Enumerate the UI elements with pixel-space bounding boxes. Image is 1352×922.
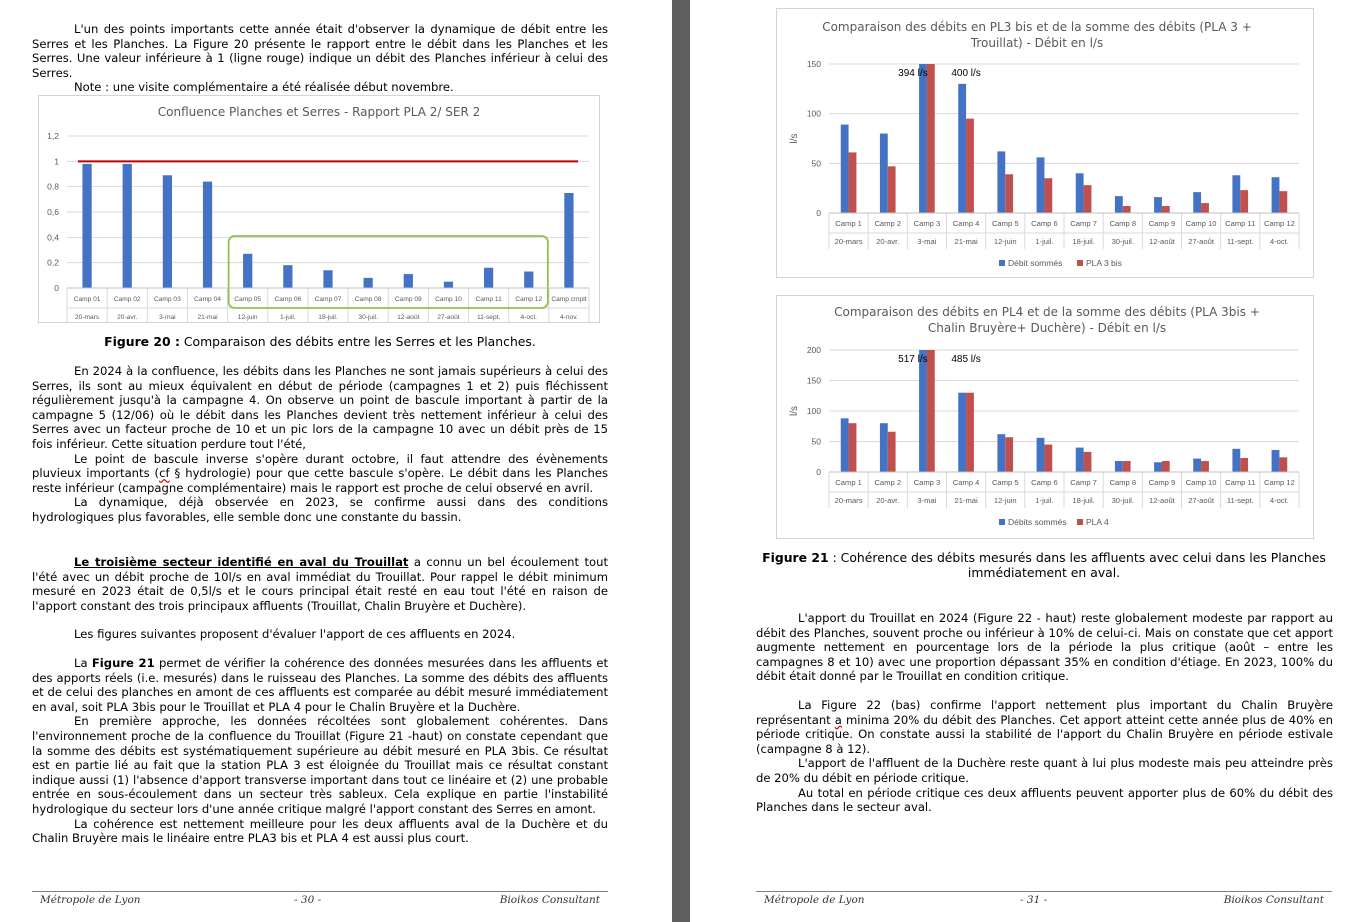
x-date-label: 18-juil. bbox=[1072, 237, 1095, 246]
x-tick-label: Camp 5 bbox=[991, 478, 1019, 487]
y-tick-label: 0 bbox=[816, 208, 821, 218]
chart-title: Comparaison des débits en PL3 bis et de la somme des débits (PLA 3 + Trouillat) - Débit en l/s bbox=[822, 20, 1252, 50]
bar-pla-4 bbox=[1044, 445, 1052, 472]
x-date-label: 1-juil. bbox=[1035, 496, 1054, 505]
y-tick-label: 150 bbox=[806, 59, 821, 69]
x-tick-label: Camp 8 bbox=[1109, 219, 1137, 228]
figure-21-caption-text: : Cohérence des débits mesurés dans les affluents avec celui dans les Planches immédiatement en aval. bbox=[828, 550, 1326, 580]
bar-débit-sommés bbox=[1037, 157, 1045, 213]
x-tick-label: Camp 3 bbox=[913, 219, 941, 228]
bar-débits-sommés bbox=[997, 434, 1005, 472]
chart-title: Comparaison des débits en PL4 et de la somme des débits (PLA 3bis + Chalin Bruyère+ Duchère) - Débit en l/s bbox=[834, 305, 1260, 335]
y-tick-label: 100 bbox=[806, 108, 821, 119]
bar-pla-3-bis bbox=[849, 152, 857, 213]
x-date-label: 12-août bbox=[1149, 237, 1175, 246]
y-axis-title: l/s bbox=[789, 133, 800, 144]
x-tick-label: Camp 02 bbox=[113, 296, 141, 303]
x-tick-label: Camp 1 bbox=[835, 219, 862, 228]
bar-débits-sommés bbox=[1272, 450, 1280, 472]
bar-pla-4 bbox=[1201, 461, 1209, 472]
value-annotation: 485 l/s bbox=[951, 354, 981, 365]
figure-21-label: Figure 21 bbox=[762, 550, 829, 565]
bar-pla-3-bis bbox=[1279, 191, 1287, 213]
page-31 bbox=[690, 0, 1352, 922]
x-tick-label: Camp 1 bbox=[835, 478, 862, 487]
figure-20-caption-text: Comparaison des débits entre les Serres et les Planches. bbox=[179, 334, 536, 349]
y-tick-label: 0,4 bbox=[47, 232, 59, 243]
bar-débit-sommés bbox=[880, 134, 888, 213]
x-date-label: 12-août bbox=[397, 314, 420, 321]
bar-pla-3-bis bbox=[927, 64, 935, 213]
paragraph-fig21-bold: Figure 21 bbox=[91, 656, 155, 670]
bar-débit-sommés bbox=[1193, 192, 1201, 213]
legend-label: PLA 3 bis bbox=[1086, 258, 1122, 268]
paragraph-fig21 bbox=[32, 656, 608, 714]
y-tick-label: 200 bbox=[806, 345, 821, 355]
bar-ratio bbox=[123, 164, 132, 288]
bar-débits-sommés bbox=[1232, 449, 1240, 472]
y-tick-label: 1,2 bbox=[47, 131, 59, 141]
x-date-label: 3-mai bbox=[917, 496, 937, 505]
bar-pla-3-bis bbox=[1044, 178, 1052, 213]
x-tick-label: Camp 11 bbox=[1225, 478, 1256, 487]
x-date-label: 3-mai bbox=[917, 237, 937, 246]
bar-débits-sommés bbox=[919, 350, 927, 472]
x-date-label: 11-sept. bbox=[1226, 496, 1254, 505]
x-tick-label: Camp 01 bbox=[73, 296, 101, 303]
x-tick-label: Camp cmplt bbox=[551, 296, 587, 303]
bar-ratio bbox=[203, 182, 212, 288]
bar-pla-3-bis bbox=[1005, 174, 1013, 213]
x-date-label: 20-mars bbox=[834, 496, 863, 505]
legend-label: PLA 4 bbox=[1086, 517, 1109, 527]
footer-author: Bioikos Consultant bbox=[1223, 894, 1324, 906]
page-30 bbox=[0, 0, 672, 922]
x-date-label: 3-mai bbox=[159, 314, 176, 321]
x-date-label: 20-avr. bbox=[876, 496, 900, 505]
value-annotation: 394 l/s bbox=[898, 68, 928, 79]
bar-pla-3-bis bbox=[1162, 206, 1170, 213]
intro-block bbox=[32, 22, 608, 95]
x-tick-label: Camp 10 bbox=[1185, 478, 1217, 487]
bar-débit-sommés bbox=[841, 125, 849, 213]
x-date-label: 20-mars bbox=[834, 237, 863, 246]
bar-pla-3-bis bbox=[1240, 190, 1248, 213]
x-tick-label: Camp 10 bbox=[1185, 219, 1217, 228]
x-tick-label: Camp 8 bbox=[1109, 478, 1137, 487]
x-tick-label: Camp 3 bbox=[913, 478, 941, 487]
y-tick-label: 1 bbox=[54, 156, 59, 167]
paragraph-fig22 bbox=[756, 698, 1333, 756]
y-tick-label: 0,6 bbox=[47, 207, 59, 217]
figure-21-bottom-plot bbox=[777, 296, 1313, 538]
bar-débit-sommés bbox=[1232, 175, 1240, 213]
analysis-block bbox=[32, 364, 608, 525]
figure-20-chart bbox=[38, 95, 600, 323]
chart-title: Confluence Planches et Serres - Rapport PLA 2/ SER 2 bbox=[157, 105, 481, 119]
x-date-label: 12-juin bbox=[993, 496, 1017, 505]
y-tick-label: 100 bbox=[806, 406, 821, 416]
x-tick-label: Camp 12 bbox=[515, 296, 543, 303]
x-date-label: 20-avr. bbox=[117, 314, 138, 321]
x-tick-label: Camp 9 bbox=[1148, 219, 1176, 228]
bar-ratio bbox=[323, 270, 332, 288]
bar-débit-sommés bbox=[1272, 177, 1280, 213]
bar-pla-4 bbox=[1123, 461, 1131, 472]
bar-pla-4 bbox=[1162, 461, 1170, 472]
x-date-label: 12-juin bbox=[993, 237, 1017, 246]
paragraph-troisieme-rest: a connu un bel écoulement tout l'été avec un débit proche de 10l/s en aval immédiat du Trouillat. Pour rappel le débit minimum mesuré en 2023 était de 0,5l/s et le cours principal était resté en eau tout l'été en raison de l'apport constant des trois principaux affluents (Trouillat, Chalin Bruyère et Duchère). bbox=[32, 555, 609, 613]
footer-right-page bbox=[756, 891, 1332, 908]
x-date-label: 11-sept. bbox=[476, 314, 501, 321]
bar-débit-sommés bbox=[958, 84, 966, 213]
x-date-label: 30-juil. bbox=[358, 314, 378, 321]
paragraph-bascule-b: § hydrologie) pour que cette bascule s'opère. Le débit dans les Planches reste inférieur (campagne complémentaire) mais le rapport est proche de celui observé en avril. bbox=[32, 466, 608, 495]
y-tick-label: 150 bbox=[806, 375, 821, 386]
figure-21-top-chart bbox=[776, 8, 1314, 278]
bar-débits-sommés bbox=[1076, 448, 1084, 472]
x-tick-label: Camp 4 bbox=[952, 478, 980, 487]
x-tick-label: Camp 05 bbox=[234, 296, 262, 303]
x-tick-label: Camp 03 bbox=[154, 296, 181, 303]
footer-left-page bbox=[32, 891, 608, 908]
bar-ratio bbox=[364, 278, 373, 288]
bar-ratio bbox=[283, 265, 292, 288]
x-tick-label: Camp 12 bbox=[1264, 478, 1295, 487]
x-tick-label: Camp 4 bbox=[952, 219, 980, 228]
y-tick-label: 50 bbox=[811, 436, 821, 447]
x-date-label: 27-août bbox=[1188, 496, 1214, 505]
x-tick-label: Camp 7 bbox=[1070, 219, 1097, 228]
paragraph-fig21-a: La bbox=[74, 656, 92, 670]
bar-ratio bbox=[564, 193, 573, 288]
x-date-label: 30-juil. bbox=[1111, 496, 1134, 505]
figure-21-caption bbox=[756, 550, 1332, 580]
x-date-label: 21-mai bbox=[954, 237, 978, 246]
y-tick-label: 0 bbox=[816, 467, 821, 477]
figure-21-top-plot bbox=[777, 9, 1313, 277]
bar-débit-sommés bbox=[1115, 196, 1123, 213]
x-tick-label: Camp 09 bbox=[394, 296, 422, 303]
paragraph-troisieme-bold: Le troisième secteur identifié en aval du Trouillat bbox=[74, 555, 409, 569]
footer-client: Métropole de Lyon bbox=[764, 894, 865, 906]
figure-21-bottom-chart bbox=[776, 295, 1314, 539]
x-date-label: 21-mai bbox=[954, 496, 978, 505]
legend-swatch bbox=[1077, 260, 1083, 266]
x-tick-label: Camp 11 bbox=[1225, 219, 1256, 228]
spell-flag-cf: cf bbox=[159, 466, 170, 481]
y-tick-label: 0,8 bbox=[47, 181, 59, 192]
x-date-label: 27-août bbox=[1188, 237, 1214, 246]
paragraph-troisieme bbox=[32, 555, 608, 613]
paragraph-figures: Les figures suivantes proposent d'évaluer l'apport de ces affluents en 2024. bbox=[74, 627, 516, 641]
figure-20-label: Figure 20 : bbox=[104, 334, 180, 349]
paragraph-coherence: La cohérence est nettement meilleure pour les deux affluents aval de la Duchère et du Chalin Bruyère mais le linéaire entre PLA3 bis et PLA 4 est aussi plus court. bbox=[32, 816, 608, 846]
footer-author: Bioikos Consultant bbox=[499, 894, 600, 906]
x-tick-label: Camp 11 bbox=[475, 296, 502, 303]
x-tick-label: Camp 5 bbox=[991, 219, 1019, 228]
x-date-label: 12-août bbox=[1149, 496, 1175, 505]
bar-pla-3-bis bbox=[1084, 185, 1092, 213]
x-tick-label: Camp 2 bbox=[874, 478, 902, 487]
x-date-label: 4-oct. bbox=[1269, 237, 1289, 246]
x-date-label: 20-avr. bbox=[876, 237, 900, 246]
figure-20-caption bbox=[32, 334, 608, 349]
x-tick-label: Camp 6 bbox=[1031, 478, 1058, 487]
x-date-label: 30-juil. bbox=[1111, 237, 1134, 246]
bar-ratio bbox=[404, 274, 413, 288]
x-date-label: 4-nov. bbox=[560, 314, 578, 321]
paragraph-duchere: L'apport de l'affluent de la Duchère reste quant à lui plus modeste mais peu atteindre près de 20% du débit en période critique. bbox=[756, 756, 1333, 785]
x-date-label: 27-août bbox=[437, 314, 460, 321]
x-date-label: 20-mars bbox=[74, 314, 100, 321]
y-tick-label: 0,2 bbox=[47, 257, 59, 268]
bar-pla-4 bbox=[849, 423, 857, 472]
bar-pla-3-bis bbox=[966, 119, 974, 213]
bar-ratio bbox=[524, 272, 533, 288]
figures-intro-block bbox=[32, 627, 608, 642]
footer-page-number: - 30 - bbox=[294, 894, 322, 906]
paragraph-2024: En 2024 à la confluence, les débits dans les Planches ne sont jamais supérieurs à celui des Serres, ils sont au mieux équivalent en début de période (campagnes 1 et 2) puis fléchissent régulièrement jusqu'à la campagne 4. On observe un point de bascule important à partir de la campagne 5 (12/06) où le débit dans les Planches devient très nettement inférieur à celui des Serres avec un facteur proche de 10 et un pic lors de la campagne 10 avec un débit près de 15 fois inférieur. Cette situation perdure tout l'été, bbox=[32, 364, 608, 451]
paragraph-bascule bbox=[32, 452, 608, 496]
x-date-label: 21-mai bbox=[197, 314, 218, 321]
x-tick-label: Camp 12 bbox=[1264, 219, 1295, 228]
x-date-label: 11-sept. bbox=[1226, 237, 1254, 246]
value-annotation: 400 l/s bbox=[951, 68, 981, 79]
x-date-label: 18-juil. bbox=[1072, 496, 1095, 505]
x-tick-label: Camp 07 bbox=[314, 296, 342, 303]
bar-débit-sommés bbox=[997, 151, 1005, 213]
paragraph-trouillat: L'apport du Trouillat en 2024 (Figure 22 - haut) reste globalement modeste par rapport au débit des Planches, souvent proche ou inférieur à 10% de celui-ci. Mais on constate que cet apport augmente nettement en pourcentage lors de la période la plus critique (août – entre les campagnes 8 et 10) avec une proportion dépassant 35% en condition d'étiage. En 2023, 100% du débit était donné par le Trouillat en condition critique. bbox=[756, 611, 1333, 684]
bar-pla-4 bbox=[1279, 457, 1287, 472]
x-date-label: 1-juil. bbox=[279, 314, 296, 321]
bar-débits-sommés bbox=[1154, 462, 1162, 472]
x-date-label: 4-oct. bbox=[520, 314, 538, 321]
bar-ratio bbox=[163, 175, 172, 288]
value-annotation: 517 l/s bbox=[898, 354, 928, 365]
trouillat-block bbox=[756, 611, 1333, 684]
x-tick-label: Camp 08 bbox=[354, 296, 382, 303]
paragraph-intro: L'un des points importants cette année était d'observer la dynamique de débit entre les Serres et les Planches. La Figure 20 présente le rapport entre le débit dans les Planches et les Serres. Une valeur inférieure à 1 (ligne rouge) indique un débit des Planches inférieur à celui des Serres. bbox=[32, 22, 608, 80]
bar-débit-sommés bbox=[919, 64, 927, 213]
x-tick-label: Camp 7 bbox=[1070, 478, 1097, 487]
paragraph-approche: En première approche, les données récoltées sont globalement cohérentes. Dans l'environnement proche de la confluence du Trouillat (Figure 21 -haut) on constate cependant que la somme des débits est systématiquement supérieure au débit mesuré en PLA 3bis. Ce résultat est en partie lié au fait que la station PLA 3 est éloignée du Trouillat mais ce résultat constant indique aussi (1) l'absence d'apport transverse important dans tout ce linéaire et (2) une probable entrée en sous-écoulement dans un secteur très sableux. Cela explique en partie l'instabilité hydrologique du secteur lors d'une année critique malgré l'apport constant des Serres en amont. bbox=[32, 714, 608, 816]
bar-pla-4 bbox=[1240, 458, 1248, 472]
x-date-label: 12-juin bbox=[237, 314, 258, 321]
bar-pla-3-bis bbox=[1123, 206, 1131, 213]
legend-swatch bbox=[1077, 519, 1083, 525]
paragraph-fig22-b: minima 20% du débit des Planches. Cet apport atteint cette année plus de 40% en période critique. On constate aussi la stabilité de l'apport du Chalin Bruyère en période estivale (campagne 8 à 12). bbox=[756, 712, 1334, 756]
bar-pla-4 bbox=[1084, 452, 1092, 472]
figure-20-plot bbox=[39, 96, 599, 322]
x-tick-label: Camp 06 bbox=[274, 296, 302, 303]
chalin-block bbox=[756, 698, 1333, 815]
x-date-label: 18-juil. bbox=[318, 314, 338, 321]
bar-débits-sommés bbox=[958, 393, 966, 472]
bar-débits-sommés bbox=[1115, 461, 1123, 472]
legend-swatch bbox=[999, 519, 1005, 525]
x-tick-label: Camp 2 bbox=[874, 219, 902, 228]
bar-ratio bbox=[82, 164, 91, 288]
bar-débits-sommés bbox=[1193, 459, 1201, 472]
bar-pla-3-bis bbox=[1201, 203, 1209, 213]
bar-débit-sommés bbox=[1154, 197, 1162, 213]
paragraph-fig22-a: La Figure 22 (bas) confirme l'apport nettement plus important du Chalin Bruyère représentant bbox=[756, 698, 1333, 727]
paragraph-total: Au total en période critique ces deux affluents peuvent apporter plus de 60% du débit des Planches dans le secteur aval. bbox=[756, 785, 1333, 815]
bar-pla-4 bbox=[1005, 437, 1013, 472]
sector-block bbox=[32, 555, 608, 613]
page-gutter bbox=[672, 0, 690, 922]
bar-débit-sommés bbox=[1076, 173, 1084, 213]
legend-swatch bbox=[999, 260, 1005, 266]
paragraph-note: Note : une visite complémentaire a été réalisée début novembre. bbox=[74, 80, 454, 95]
legend-label: Débits sommés bbox=[1008, 517, 1067, 527]
y-axis-title: l/s bbox=[789, 406, 800, 416]
bar-ratio bbox=[243, 254, 252, 288]
x-tick-label: Camp 10 bbox=[435, 296, 462, 303]
x-tick-label: Camp 04 bbox=[194, 296, 221, 303]
bar-pla-4 bbox=[888, 432, 896, 472]
paragraph-dynamique: La dynamique, déjà observée en 2023, se confirme aussi dans des conditions hydrologiques plus favorables, elle semble donc une constante du bassin. bbox=[32, 495, 608, 524]
footer-client: Métropole de Lyon bbox=[40, 894, 141, 906]
x-date-label: 4-oct. bbox=[1269, 496, 1289, 505]
spell-flag-a: a bbox=[834, 712, 842, 727]
y-tick-label: 50 bbox=[811, 158, 821, 169]
x-date-label: 1-juil. bbox=[1035, 237, 1054, 246]
bar-pla-4 bbox=[927, 350, 935, 472]
bar-débits-sommés bbox=[841, 418, 849, 472]
footer-page-number: - 31 - bbox=[1020, 894, 1048, 906]
y-tick-label: 0 bbox=[54, 283, 59, 293]
bar-débits-sommés bbox=[880, 423, 888, 472]
bar-pla-4 bbox=[966, 393, 974, 472]
paragraph-fig21-b: permet de vérifier la cohérence des données mesurées dans les affluents et des apports réels (i.e. mesurés) dans le ruisseau des Planches. La somme des débits des affluents et de celui des planches en amont de ces affluents est comparée au débit mesuré immédiatement en aval, soit PLA 3bis pour le Trouillat et PLA 4 pour le Chalin Bruyère et la Duchère. bbox=[32, 656, 609, 714]
paragraph-bascule-a: Le point de bascule inverse s'opère durant octobre, il faut attendre des évènements pluvieux importants ( bbox=[32, 451, 608, 481]
x-tick-label: Camp 9 bbox=[1148, 478, 1176, 487]
x-tick-label: Camp 6 bbox=[1031, 219, 1058, 228]
bar-ratio bbox=[484, 268, 493, 288]
figure-21-discussion bbox=[32, 656, 608, 846]
bar-pla-3-bis bbox=[888, 166, 896, 213]
legend-label: Débit sommés bbox=[1008, 258, 1063, 268]
bar-ratio bbox=[444, 282, 453, 288]
bar-débits-sommés bbox=[1037, 438, 1045, 472]
